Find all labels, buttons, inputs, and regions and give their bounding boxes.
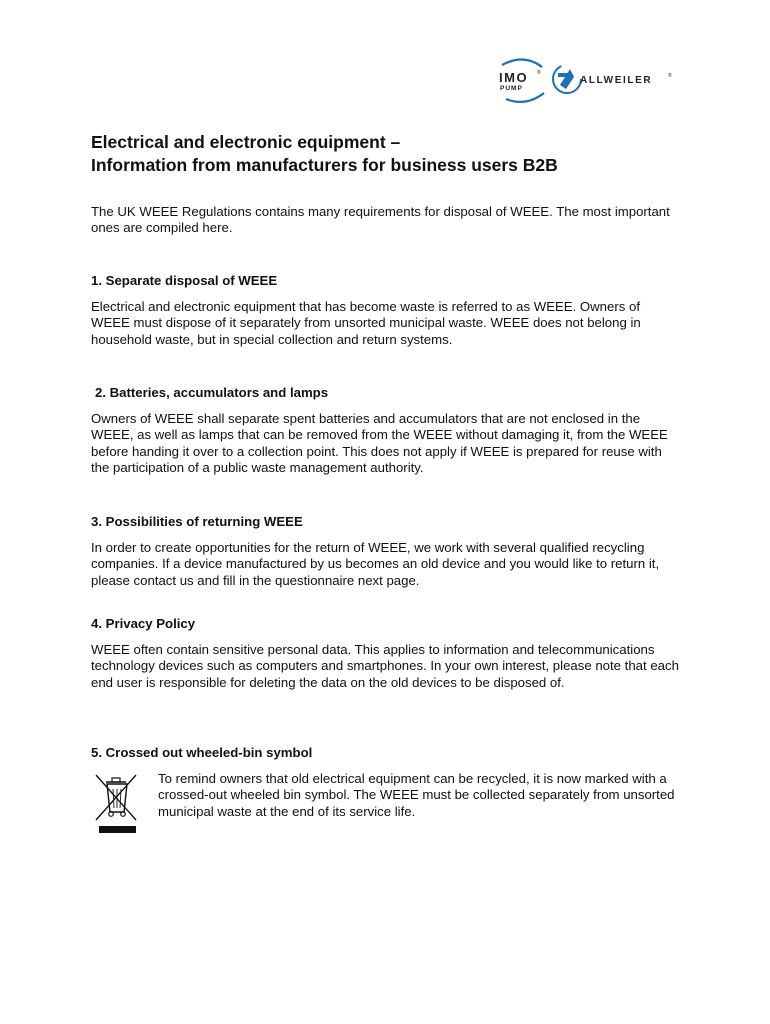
- section-3-heading: 3. Possibilities of returning WEEE: [91, 514, 303, 529]
- company-logos: [496, 55, 686, 105]
- intro-paragraph: The UK WEEE Regulations contains many requirements for disposal of WEEE. The most important ones are compiled here.: [91, 204, 670, 236]
- imo-pump-text: PUMP: [500, 85, 523, 92]
- section-2-body: Owners of WEEE shall separate spent batteries and accumulators that are not enclosed in the WEEE, as well as lamps that can be removed from the WEEE without damaging it, from the WEEE before handing it over to a collection point. This does not apply if WEEE is prepared for reuse with the participation of a public waste management authority.: [91, 411, 668, 475]
- section-1-heading: 1. Separate disposal of WEEE: [91, 273, 278, 288]
- section-3-body: In order to create opportunities for the return of WEEE, we work with several qualified recycling companies. If a device manufactured by us becomes an old device and you would like to return it, please contact us and fill in the questionnaire next page.: [91, 540, 660, 588]
- allweiler-reg-mark: ®: [668, 73, 672, 79]
- section-1-body: Electrical and electronic equipment that has become waste is referred to as WEEE. Owners of WEEE must dispose of it separately from unsorted municipal waste. WEEE does not belong in household waste, but in special collection and return systems.: [91, 299, 641, 347]
- document-title: [91, 131, 731, 177]
- imo-text: IMO: [499, 70, 529, 85]
- section-5-body: To remind owners that old electrical equipment can be recycled, it is now marked with a crossed-out wheeled bin symbol. The WEEE must be collected separately from unsorted municipal waste at the end of its service life.: [158, 771, 675, 819]
- crossed-out-wheeled-bin-icon: [92, 772, 140, 836]
- imo-allweiler-logo: [496, 55, 686, 105]
- imo-reg-mark: ®: [537, 70, 541, 76]
- section-4-heading: 4. Privacy Policy: [91, 616, 196, 631]
- section-4-body: WEEE often contain sensitive personal data. This applies to information and telecommunications technology devices such as computers and smartphones. In your own interest, please note that each end user is responsible for deleting the data on the old devices to be disposed of.: [91, 642, 679, 690]
- section-2-heading: 2. Batteries, accumulators and lamps: [95, 385, 329, 400]
- section-5-heading: 5. Crossed out wheeled-bin symbol: [91, 745, 313, 760]
- title-line-1: Electrical and electronic equipment –: [91, 132, 401, 152]
- allweiler-text: ALLWEILER: [580, 75, 653, 86]
- title-line-2: Information from manufacturers for business users B2B: [91, 155, 558, 175]
- allweiler-emblem-icon: [553, 65, 581, 93]
